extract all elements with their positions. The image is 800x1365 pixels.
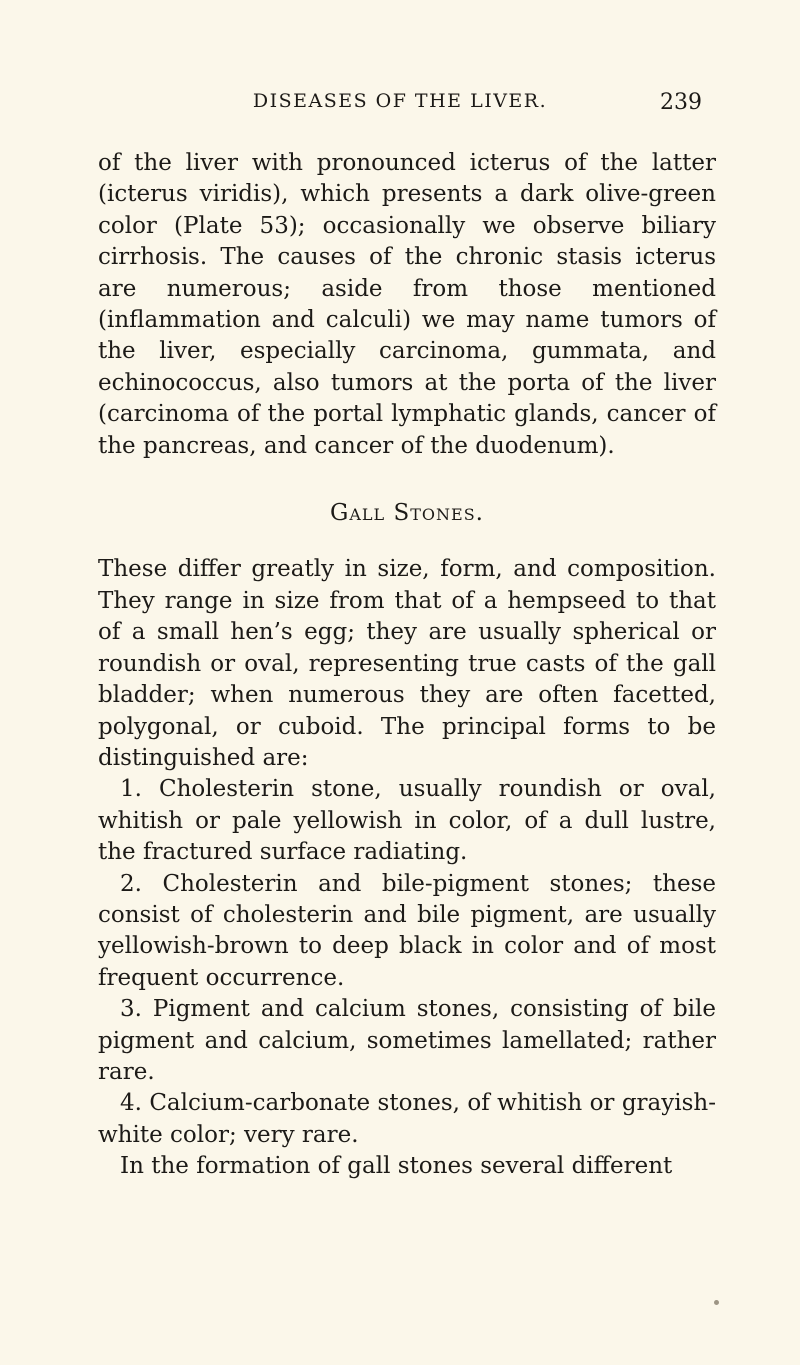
closing-line: In the formation of gall stones several different [120,1153,673,1180]
list-item-2: 2. Cholesterin and bile-pigment stones; these consist of cholesterin and bile pigment, are usually yellowish-brown to deep black in color and of most frequent occurrence. [98,870,716,991]
page-number: 239 [660,90,702,115]
section-heading: Gall Stones. [330,500,484,527]
running-head: DISEASES OF THE LIVER. [252,90,548,112]
list-item-1: 1. Cholesterin stone, usually roundish or oval, whitish or pale yellowish in color, of a dull lustre, the fractured surface radiating. [98,776,716,866]
intro-paragraph: These differ greatly in size, form, and composition. They range in size from that of a hempseed to that of a small hen’s egg; they are usually spherical or roundish or oval, representing true casts of the gall bladder; when numerous they are often facetted, polygonal, or cuboid. The principal forms to be distinguished are: [98,556,716,771]
body-text [98,148,716,1183]
list-item-3: 3. Pigment and calcium stones, consisting of bile pigment and calcium, sometimes lamellated; rather rare. [98,996,716,1085]
print-mark [714,1300,719,1305]
page-header [0,90,800,130]
opening-paragraph: of the liver with pronounced icterus of the latter (icterus viridis), which presents a dark olive-green color (Plate 53); occasionally we observe biliary cirrhosis. The causes of the chronic stasis icterus are numerous; aside from those mentioned (inflammation and calculi) we may name tumors of the liver, especially carcinoma, gummata, and echinococcus, also tumors at the porta of the liver (carcinoma of the portal lymphatic glands, cancer of the pancreas, and cancer of the duodenum). [98,150,716,459]
list-item-4: 4. Calcium-carbonate stones, of whitish or grayish-white color; very rare. [98,1090,716,1148]
